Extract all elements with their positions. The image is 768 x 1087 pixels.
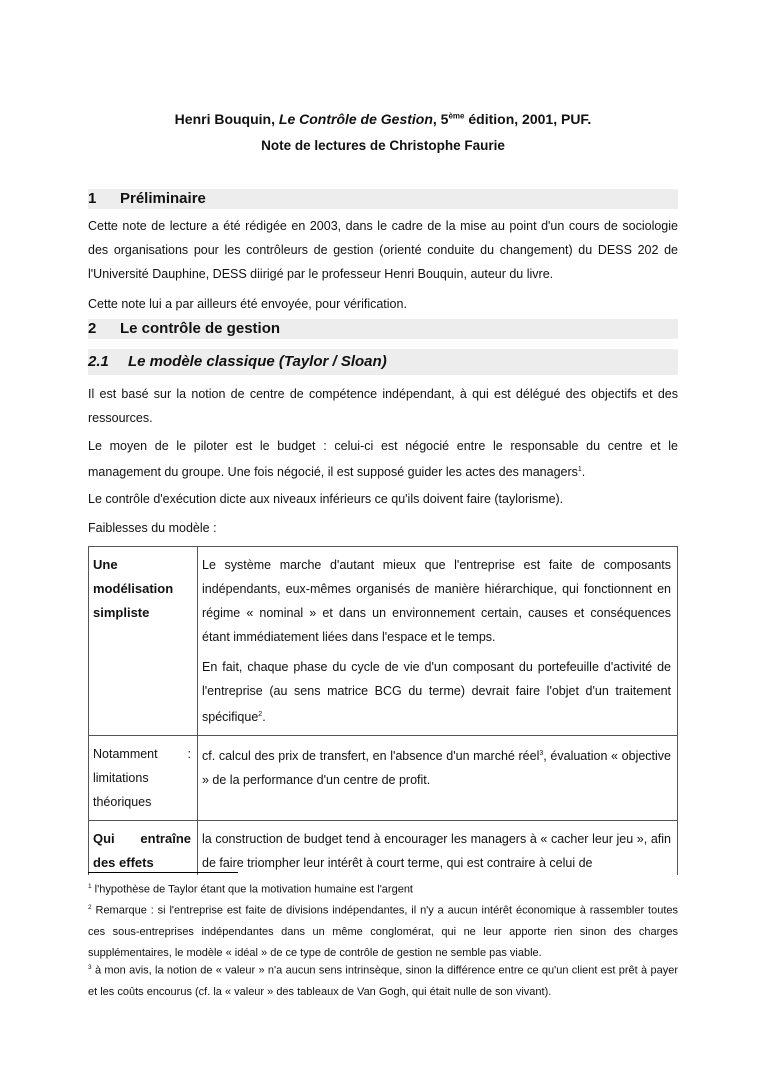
cell-text-end: . bbox=[262, 710, 266, 725]
table-row bbox=[89, 821, 678, 876]
subsection-number: 2.1 bbox=[88, 353, 109, 370]
edition-number: , 5 bbox=[432, 111, 449, 127]
footnote-ref-3[interactable]: 3 bbox=[539, 750, 544, 758]
table-row bbox=[89, 547, 678, 736]
section-title: Préliminaire bbox=[120, 190, 206, 207]
section-title: Le contrôle de gestion bbox=[120, 320, 281, 337]
cell-text: , évaluation « objective » de la performance d'un centre de profit. bbox=[202, 749, 672, 788]
budget-text: Le moyen de le piloter est le budget : celui-ci est négocié entre le responsable du centre et le management du groupe. Une fois négocié, il est supposé guider les actes des managers bbox=[88, 439, 678, 480]
subsection-heading-2-1 bbox=[88, 349, 678, 375]
section-heading-2 bbox=[88, 319, 678, 339]
row-content: la construction de budget tend à encourager les managers à « cacher leur jeu », afin de faire triompher leur intérêt à court terme, qui est contraire à celui de bbox=[198, 821, 678, 876]
section-number: 2 bbox=[88, 320, 97, 337]
subsection-title: Le modèle classique (Taylor / Sloan) bbox=[128, 353, 387, 370]
row-label: Qui entraîne des effets bbox=[89, 821, 198, 876]
footnote-ref-2[interactable]: 2 bbox=[258, 711, 263, 718]
row-label: Une modélisation simpliste bbox=[89, 547, 198, 736]
footnote-text: à mon avis, la notion de « valeur » n'a aucun sens intrinsèque, sinon la différence entre ce qu'un client est prêt à payer et les coûts encourus (cf. la « valeur » des tableaux de Van Gogh, qui était nulle de son vivant). bbox=[88, 964, 678, 998]
table-row bbox=[89, 736, 678, 821]
paragraph-budget bbox=[88, 434, 678, 484]
section-number: 1 bbox=[88, 190, 97, 207]
footnote-text: l'hypothèse de Taylor étant que la motivation humaine est l'argent bbox=[91, 883, 413, 896]
row-content bbox=[198, 547, 678, 736]
paragraph-model-basis: Il est basé sur la notion de centre de compétence indépendant, à qui est délégué des objectifs et des ressources. bbox=[88, 387, 678, 425]
footnote-marker: 1 bbox=[88, 883, 92, 890]
footnote-3 bbox=[88, 957, 678, 1003]
paragraph-weaknesses-intro: Faiblesses du modèle : bbox=[88, 521, 217, 535]
weaknesses-table bbox=[88, 546, 678, 875]
document-title bbox=[88, 111, 678, 127]
paragraph-intro: Cette note de lecture a été rédigée en 2003, dans le cadre de la mise au point d'un cours de sociologie des organisations pour les contrôleurs de gestion (orienté conduite du changement) du DESS 202 de l'Université Dauphine, DESS diirigé par le professeur Henri Bouquin, auteur du livre. bbox=[88, 219, 678, 281]
author-name: Henri Bouquin, bbox=[174, 111, 275, 127]
footnote-text: Remarque : si l'entreprise est faite de divisions indépendantes, il n'y a aucun intérêt économique à rassembler toutes ces sous-entreprises indépendantes dans un même conglomérat, qui ne leur apporte rien sinon des charges supplémentaires, le modèle « idéal » de ce type de contrôle de gestion ne semble pas viable. bbox=[88, 904, 678, 959]
footnote-separator bbox=[88, 872, 238, 873]
footnote-marker: 3 bbox=[88, 964, 92, 971]
footnote-2 bbox=[88, 897, 678, 964]
cell-text: cf. calcul des prix de transfert, en l'absence d'un marché réel bbox=[202, 749, 540, 764]
row-label: Notamment : limitations théoriques bbox=[89, 736, 198, 821]
section-heading-1 bbox=[88, 189, 678, 209]
document-subtitle: Note de lectures de Christophe Faurie bbox=[261, 138, 505, 153]
cell-text: En fait, chaque phase du cycle de vie d'un composant du portefeuille d'activité de l'entreprise (au sens matrice BCG du terme) devrait faire l'objet d'un traitement spécifique bbox=[202, 660, 671, 725]
paragraph-execution-control: Le contrôle d'exécution dicte aux niveaux inférieurs ce qu'ils doivent faire (taylorisme). bbox=[88, 492, 564, 506]
edition-details: édition, 2001, PUF. bbox=[464, 111, 592, 127]
paragraph-verification: Cette note lui a par ailleurs été envoyée, pour vérification. bbox=[88, 297, 407, 311]
row-content bbox=[198, 736, 678, 821]
edition-superscript: ème bbox=[448, 111, 465, 121]
cell-paragraph: Le système marche d'autant mieux que l'entreprise est faite de composants indépendants, eux-mêmes organisés de manière hiérarchique, qui fonctionnent en régime « nominal » et dans un environnement certain, causes et conséquences étant immédiatement liées dans l'espace et le temps. bbox=[202, 558, 671, 644]
footnote-marker: 2 bbox=[88, 904, 92, 911]
cell-paragraph bbox=[202, 655, 671, 729]
budget-text-end: . bbox=[581, 465, 586, 480]
footnote-ref-1[interactable]: 1 bbox=[577, 466, 582, 473]
book-title: Le Contrôle de Gestion bbox=[278, 111, 433, 127]
